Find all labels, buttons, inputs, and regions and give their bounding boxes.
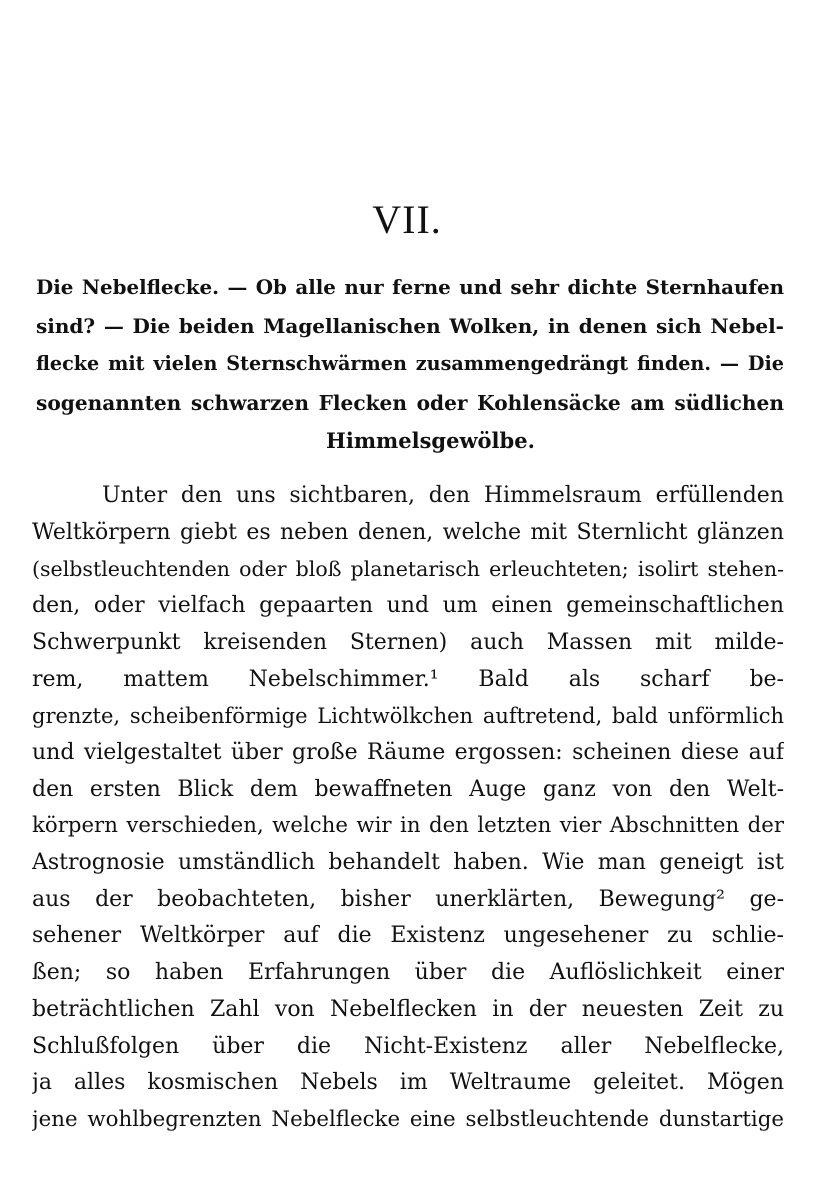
body-line: rem, mattem Nebelschimmer.¹ Bald als scharf be- xyxy=(32,666,784,692)
body-line: den ersten Blick dem bewaffneten Auge ganz von den Welt- xyxy=(32,776,784,802)
body-line: den, oder vielfach gepaarten und um einen gemeinschaftlichen xyxy=(32,593,784,619)
chapter-heading: VII. xyxy=(372,197,442,242)
body-line: beträchtlichen Zahl von Nebelflecken in der neuesten Zeit zu xyxy=(32,996,784,1022)
body-line: (selbstleuchtenden oder bloß planetarisch erleuchteten; isolirt stehen- xyxy=(32,557,784,582)
body-line: Unter den uns sichtbaren, den Himmelsraum erfüllenden xyxy=(102,483,784,508)
body-line: Schlußfolgen über die Nicht-Existenz aller Nebelflecke, xyxy=(32,1033,784,1059)
summary-line: flecke mit vielen Sternschwärmen zusammengedrängt finden. — Die xyxy=(36,352,784,375)
summary-line: Himmelsgewölbe. xyxy=(326,428,535,453)
body-line: ßen; so haben Erfahrungen über die Auflöslichkeit einer xyxy=(32,960,784,986)
body-line: Weltkörpern giebt es neben denen, welche mit Sternlicht glänzen xyxy=(32,519,784,545)
summary-line: Die Nebelflecke. — Ob alle nur ferne und sehr dichte Sternhaufen xyxy=(36,275,784,299)
body-text xyxy=(32,478,784,1139)
body-line: aus der beobachteten, bisher unerklärten, Bewegung² ge- xyxy=(32,886,784,912)
summary-line: sogenannten schwarzen Flecken oder Kohlensäcke am südlichen xyxy=(36,390,784,415)
body-line: körpern verschieden, welche wir in den letzten vier Abschnitten der xyxy=(32,813,784,839)
chapter-summary xyxy=(36,268,784,461)
body-line: Astrognosie umständlich behandelt haben. Wie man geneigt ist xyxy=(32,850,784,876)
body-line: Schwerpunkt kreisenden Sternen) auch Massen mit milde- xyxy=(32,629,784,655)
body-line: jene wohlbegrenzten Nebelflecke eine selbstleuchtende dunstartige xyxy=(32,1106,784,1132)
body-line: grenzte, scheibenförmige Lichtwölkchen auftretend, bald unförmlich xyxy=(32,703,784,729)
body-line: und vielgestaltet über große Räume ergossen: scheinen diese auf xyxy=(32,739,784,765)
body-line: sehener Weltkörper auf die Existenz ungesehener zu schlie- xyxy=(32,923,784,949)
body-line: ja alles kosmischen Nebels im Weltraume geleitet. Mögen xyxy=(32,1070,784,1096)
summary-line: sind? — Die beiden Magellanischen Wolken, in denen sich Nebel- xyxy=(36,313,784,338)
